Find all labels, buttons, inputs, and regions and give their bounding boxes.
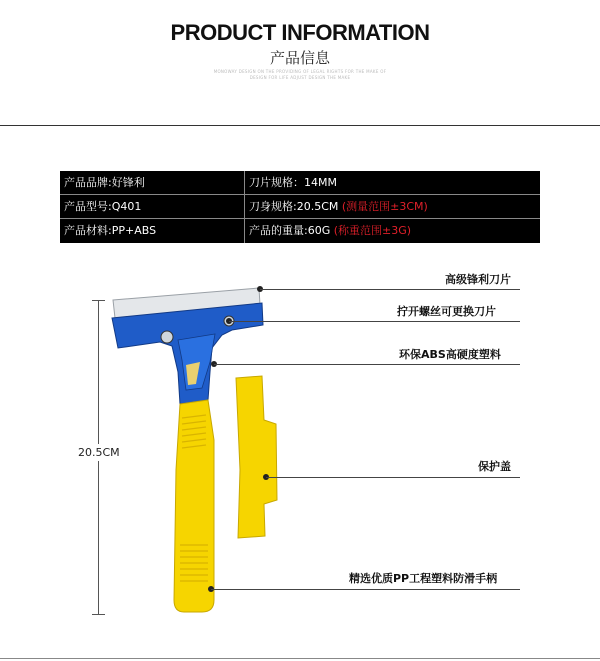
spec-cell-material: 产品材料:PP+ABS xyxy=(64,224,157,237)
callout-leader xyxy=(266,477,520,478)
spec-value: 刀身规格:20.5CM xyxy=(249,200,339,213)
callout-leader xyxy=(260,289,520,290)
page-subtitle: 产品信息 xyxy=(269,49,330,67)
callout-label-blade: 高级锋利刀片 xyxy=(445,273,511,286)
screw-icon xyxy=(161,331,173,343)
callout-label-cap: 保护盖 xyxy=(478,460,511,473)
spec-cell-brand: 产品品牌:好锋利 xyxy=(64,176,145,189)
page-title: PRODUCT INFORMATION xyxy=(170,20,430,45)
callout-leader xyxy=(214,364,520,365)
handle xyxy=(174,400,214,612)
spec-note: (测量范围±3CM) xyxy=(341,200,428,213)
spec-value: 刀片规格：14MM xyxy=(249,176,337,189)
callout-label-handle: 精选优质PP工程塑料防滑手柄 xyxy=(349,572,498,585)
fine-print: MONOWAY DESIGN ON THE PROVIDING OF LEGAL RIGHTS FOR THE MAKE OF DESIGN FOR LIFE ADJUST DESIGN THE MAKE xyxy=(213,69,387,80)
spec-value: 产品的重量:60G xyxy=(249,224,331,237)
protective-cap xyxy=(236,376,277,538)
callout-leader xyxy=(211,589,520,590)
dimension-label: 20.5CM xyxy=(78,446,120,459)
spec-note: (称重范围±3G) xyxy=(333,224,412,237)
callout-leader xyxy=(229,321,520,322)
callout-label-screw: 拧开螺丝可更换刀片 xyxy=(397,305,496,318)
callout-label-abs: 环保ABS高硬度塑料 xyxy=(399,348,501,361)
spec-cell-model: 产品型号:Q401 xyxy=(64,200,142,213)
bottom-divider xyxy=(0,658,600,659)
